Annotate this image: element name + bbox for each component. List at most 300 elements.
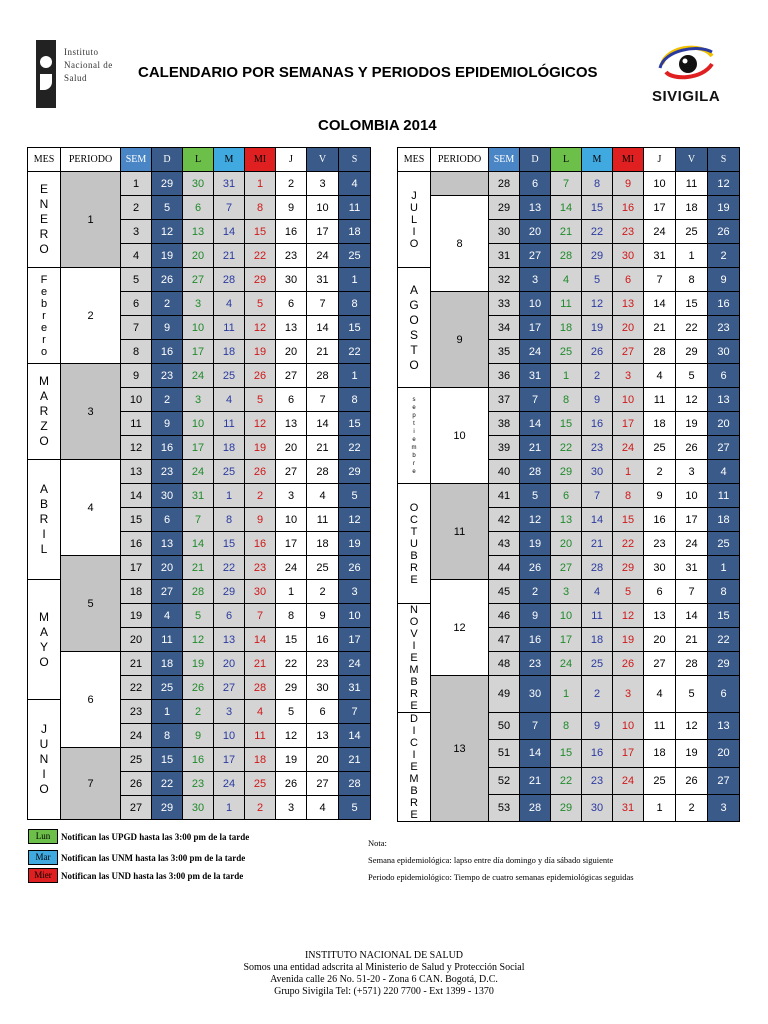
day-j: 19 (276, 748, 307, 772)
day-m: 28 (214, 268, 245, 292)
day-d: 2 (152, 388, 183, 412)
day-s: 23 (708, 316, 740, 340)
day-d: 16 (520, 628, 551, 652)
day-l: 13 (551, 508, 582, 532)
day-mi: 12 (245, 412, 276, 436)
day-l: 1 (551, 364, 582, 388)
day-l: 24 (183, 460, 214, 484)
day-v: 28 (307, 460, 339, 484)
period-label: 10 (431, 388, 489, 484)
week-number: 36 (489, 364, 520, 388)
day-v: 18 (676, 196, 708, 220)
day-s: 12 (339, 508, 371, 532)
day-s: 1 (708, 556, 740, 580)
day-v: 22 (676, 316, 708, 340)
day-s: 11 (339, 196, 371, 220)
day-d: 12 (520, 508, 551, 532)
note-title: Nota: (368, 838, 387, 848)
day-s: 19 (339, 532, 371, 556)
day-m: 4 (582, 580, 613, 604)
day-j: 29 (276, 676, 307, 700)
day-v: 17 (307, 220, 339, 244)
day-j: 3 (276, 796, 307, 820)
day-v: 7 (307, 292, 339, 316)
day-mi: 12 (613, 604, 644, 628)
day-m: 12 (582, 292, 613, 316)
day-d: 9 (520, 604, 551, 628)
day-m: 11 (582, 604, 613, 628)
day-s: 20 (708, 740, 740, 767)
day-l: 25 (551, 340, 582, 364)
day-d: 12 (152, 220, 183, 244)
day-v: 20 (307, 748, 339, 772)
legend-text-mar: Notifican las UNM hasta las 3:00 pm de la tarde (61, 852, 246, 863)
day-v: 14 (307, 316, 339, 340)
day-mi: 30 (613, 244, 644, 268)
day-v: 2 (307, 580, 339, 604)
day-l: 26 (183, 676, 214, 700)
day-d: 13 (152, 532, 183, 556)
day-j: 20 (276, 340, 307, 364)
day-s: 27 (708, 767, 740, 794)
day-m: 10 (214, 724, 245, 748)
day-m: 4 (214, 292, 245, 316)
day-s: 14 (339, 724, 371, 748)
day-j: 16 (276, 220, 307, 244)
week-number: 25 (121, 748, 152, 772)
day-s: 31 (339, 676, 371, 700)
day-l: 30 (183, 172, 214, 196)
day-v: 7 (307, 388, 339, 412)
week-number: 22 (121, 676, 152, 700)
day-v: 13 (307, 724, 339, 748)
day-d: 31 (520, 364, 551, 388)
day-l: 22 (551, 436, 582, 460)
day-s: 22 (339, 340, 371, 364)
day-l: 17 (551, 628, 582, 652)
day-mi: 2 (245, 484, 276, 508)
week-number: 23 (121, 700, 152, 724)
day-s: 26 (339, 556, 371, 580)
month-label: N O V I E M B R E (398, 604, 431, 713)
day-s: 19 (708, 196, 740, 220)
day-mi: 24 (613, 767, 644, 794)
week-number: 12 (121, 436, 152, 460)
day-v: 21 (307, 340, 339, 364)
day-m: 2 (582, 364, 613, 388)
day-m: 3 (214, 700, 245, 724)
day-j: 6 (276, 388, 307, 412)
calendar-table-right (397, 147, 740, 822)
period-label (431, 172, 489, 196)
day-m: 18 (214, 436, 245, 460)
day-l: 10 (551, 604, 582, 628)
sivigila-eye-icon (658, 42, 716, 82)
day-s: 6 (708, 364, 740, 388)
day-d: 19 (152, 244, 183, 268)
table-row (28, 460, 371, 484)
day-mi: 26 (245, 364, 276, 388)
day-s: 29 (708, 652, 740, 676)
legend-tag-lun: Lun (28, 829, 58, 844)
day-mi: 9 (245, 508, 276, 532)
day-mi: 8 (613, 484, 644, 508)
day-j: 9 (644, 484, 676, 508)
day-m: 1 (214, 796, 245, 820)
day-d: 30 (152, 484, 183, 508)
day-s: 11 (708, 484, 740, 508)
day-m: 26 (582, 340, 613, 364)
day-m: 27 (214, 676, 245, 700)
week-number: 41 (489, 484, 520, 508)
day-d: 24 (520, 340, 551, 364)
month-label: s e p t i e m b r e (398, 388, 431, 484)
week-number: 17 (121, 556, 152, 580)
day-l: 5 (183, 604, 214, 628)
month-label: A B R I L (28, 460, 61, 580)
day-s: 25 (339, 244, 371, 268)
day-mi: 5 (245, 292, 276, 316)
day-l: 17 (183, 340, 214, 364)
day-j: 9 (276, 196, 307, 220)
day-d: 14 (520, 412, 551, 436)
day-j: 6 (276, 292, 307, 316)
day-m: 29 (582, 244, 613, 268)
day-v: 7 (676, 580, 708, 604)
day-j: 14 (644, 292, 676, 316)
day-d: 7 (520, 388, 551, 412)
period-label: 5 (61, 556, 121, 652)
day-j: 28 (644, 340, 676, 364)
day-mi: 31 (613, 794, 644, 821)
day-s: 2 (708, 244, 740, 268)
day-v: 28 (676, 652, 708, 676)
day-v: 21 (307, 436, 339, 460)
day-l: 3 (183, 388, 214, 412)
day-mi: 16 (613, 196, 644, 220)
week-number: 7 (121, 316, 152, 340)
day-l: 19 (183, 652, 214, 676)
period-label: 9 (431, 292, 489, 388)
day-d: 22 (152, 772, 183, 796)
col-header-d: D (152, 148, 183, 172)
day-mi: 17 (613, 412, 644, 436)
day-l: 10 (183, 316, 214, 340)
day-mi: 2 (245, 796, 276, 820)
table-row (398, 172, 740, 196)
day-d: 9 (152, 412, 183, 436)
day-l: 9 (183, 724, 214, 748)
week-number: 8 (121, 340, 152, 364)
day-m: 2 (582, 676, 613, 713)
day-s: 21 (339, 748, 371, 772)
day-l: 8 (551, 388, 582, 412)
day-l: 15 (551, 740, 582, 767)
legend-tag-mier: Mier (28, 868, 58, 883)
day-j: 31 (644, 244, 676, 268)
day-m: 14 (582, 508, 613, 532)
day-mi: 23 (245, 556, 276, 580)
day-s: 5 (339, 484, 371, 508)
day-j: 3 (276, 484, 307, 508)
day-m: 23 (582, 767, 613, 794)
day-j: 23 (276, 244, 307, 268)
day-mi: 3 (613, 364, 644, 388)
day-l: 15 (551, 412, 582, 436)
table-row (398, 484, 740, 508)
day-v: 10 (307, 196, 339, 220)
day-d: 29 (152, 796, 183, 820)
day-s: 15 (708, 604, 740, 628)
day-l: 1 (551, 676, 582, 713)
week-number: 46 (489, 604, 520, 628)
day-m: 29 (214, 580, 245, 604)
week-number: 18 (121, 580, 152, 604)
day-m: 24 (214, 772, 245, 796)
day-j: 30 (644, 556, 676, 580)
day-m: 31 (214, 172, 245, 196)
day-l: 10 (183, 412, 214, 436)
day-mi: 13 (613, 292, 644, 316)
day-m: 25 (214, 460, 245, 484)
day-mi: 29 (613, 556, 644, 580)
day-v: 12 (676, 388, 708, 412)
week-number: 30 (489, 220, 520, 244)
day-d: 8 (152, 724, 183, 748)
day-mi: 26 (245, 460, 276, 484)
day-d: 26 (520, 556, 551, 580)
day-v: 5 (676, 364, 708, 388)
ins-logo (36, 40, 126, 112)
day-v: 6 (307, 700, 339, 724)
ins-logo-line-2: Nacional de (64, 60, 113, 70)
day-mi: 24 (613, 436, 644, 460)
day-mi: 25 (245, 772, 276, 796)
day-j: 13 (276, 412, 307, 436)
month-label: M A Y O (28, 580, 61, 700)
period-label: 4 (61, 460, 121, 556)
table-row (28, 652, 371, 676)
table-row (28, 364, 371, 388)
day-l: 3 (183, 292, 214, 316)
ins-logo-line-1: Instituto (64, 47, 99, 57)
day-j: 7 (644, 268, 676, 292)
day-mi: 29 (245, 268, 276, 292)
day-l: 27 (551, 556, 582, 580)
month-label: E N E R O (28, 172, 61, 268)
day-j: 10 (276, 508, 307, 532)
day-v: 9 (307, 604, 339, 628)
col-header-mes: MES (398, 148, 431, 172)
day-s: 22 (339, 436, 371, 460)
week-number: 31 (489, 244, 520, 268)
day-d: 28 (520, 460, 551, 484)
week-number: 4 (121, 244, 152, 268)
day-s: 13 (708, 713, 740, 740)
day-mi: 6 (613, 268, 644, 292)
day-m: 15 (582, 196, 613, 220)
day-m: 19 (582, 316, 613, 340)
day-d: 14 (520, 740, 551, 767)
day-l: 24 (551, 652, 582, 676)
day-d: 1 (152, 700, 183, 724)
day-j: 6 (644, 580, 676, 604)
day-v: 3 (307, 172, 339, 196)
day-l: 4 (551, 268, 582, 292)
day-m: 15 (214, 532, 245, 556)
col-header-l: L (551, 148, 582, 172)
day-m: 1 (214, 484, 245, 508)
day-l: 13 (183, 220, 214, 244)
week-number: 11 (121, 412, 152, 436)
week-number: 49 (489, 676, 520, 713)
week-number: 15 (121, 508, 152, 532)
table-row (28, 268, 371, 292)
day-v: 27 (307, 772, 339, 796)
day-l: 24 (183, 364, 214, 388)
day-mi: 10 (613, 713, 644, 740)
period-label: 8 (431, 196, 489, 292)
day-m: 30 (582, 794, 613, 821)
week-number: 19 (121, 604, 152, 628)
day-m: 13 (214, 628, 245, 652)
table-row (398, 676, 740, 713)
week-number: 21 (121, 652, 152, 676)
day-m: 8 (582, 172, 613, 196)
week-number: 20 (121, 628, 152, 652)
day-s: 9 (708, 268, 740, 292)
header-row (398, 148, 740, 172)
month-label: J U N I O (28, 700, 61, 820)
day-s: 3 (339, 580, 371, 604)
day-l: 11 (551, 292, 582, 316)
legend-text-mier: Notifican las UND hasta las 3:00 pm de la tarde (61, 870, 244, 881)
week-number: 6 (121, 292, 152, 316)
day-d: 27 (520, 244, 551, 268)
week-number: 45 (489, 580, 520, 604)
week-number: 47 (489, 628, 520, 652)
day-j: 18 (644, 740, 676, 767)
day-mi: 19 (613, 628, 644, 652)
day-mi: 19 (245, 436, 276, 460)
day-j: 16 (644, 508, 676, 532)
day-m: 9 (582, 713, 613, 740)
week-number: 32 (489, 268, 520, 292)
day-s: 12 (708, 172, 740, 196)
month-label: M A R Z O (28, 364, 61, 460)
day-mi: 12 (245, 316, 276, 340)
day-mi: 23 (613, 220, 644, 244)
day-j: 24 (644, 220, 676, 244)
day-v: 21 (676, 628, 708, 652)
day-j: 5 (276, 700, 307, 724)
day-d: 21 (520, 767, 551, 794)
day-s: 30 (708, 340, 740, 364)
day-l: 28 (183, 580, 214, 604)
col-header-l: L (183, 148, 214, 172)
day-d: 10 (520, 292, 551, 316)
col-header-m: M (214, 148, 245, 172)
day-m: 5 (582, 268, 613, 292)
day-v: 11 (307, 508, 339, 532)
day-l: 22 (551, 767, 582, 794)
day-s: 15 (339, 316, 371, 340)
day-v: 14 (676, 604, 708, 628)
month-label: D I C I E M B R E (398, 713, 431, 822)
day-s: 27 (708, 436, 740, 460)
day-l: 12 (183, 628, 214, 652)
legend-row-mar (28, 850, 245, 865)
day-s: 1 (339, 268, 371, 292)
week-number: 3 (121, 220, 152, 244)
day-v: 24 (676, 532, 708, 556)
week-number: 51 (489, 740, 520, 767)
day-d: 16 (152, 340, 183, 364)
day-m: 28 (582, 556, 613, 580)
day-mi: 18 (245, 748, 276, 772)
day-d: 7 (520, 713, 551, 740)
day-mi: 5 (245, 388, 276, 412)
table-row (398, 292, 740, 316)
week-number: 43 (489, 532, 520, 556)
legend-row-mier (28, 868, 243, 883)
table-row (398, 388, 740, 412)
day-m: 25 (582, 652, 613, 676)
day-v: 8 (676, 268, 708, 292)
day-s: 4 (708, 460, 740, 484)
day-m: 21 (214, 244, 245, 268)
day-v: 18 (307, 532, 339, 556)
day-m: 11 (214, 316, 245, 340)
day-j: 17 (644, 196, 676, 220)
day-m: 14 (214, 220, 245, 244)
day-v: 19 (676, 740, 708, 767)
footer-line-3: Avenida calle 26 No. 51-20 - Zona 6 CAN. Bogotá, D.C. (270, 974, 498, 985)
day-m: 17 (214, 748, 245, 772)
day-l: 29 (551, 460, 582, 484)
day-d: 6 (520, 172, 551, 196)
day-v: 31 (676, 556, 708, 580)
day-mi: 4 (245, 700, 276, 724)
day-d: 21 (520, 436, 551, 460)
day-m: 7 (214, 196, 245, 220)
day-d: 5 (520, 484, 551, 508)
day-d: 20 (152, 556, 183, 580)
day-l: 6 (551, 484, 582, 508)
day-l: 21 (183, 556, 214, 580)
week-number: 48 (489, 652, 520, 676)
col-header-j: J (644, 148, 676, 172)
day-m: 8 (214, 508, 245, 532)
day-l: 6 (183, 196, 214, 220)
day-v: 17 (676, 508, 708, 532)
day-v: 14 (307, 412, 339, 436)
note-line-2: Periodo epidemiológico: Tiempo de cuatro semanas epidemiológicas seguidas (368, 872, 634, 882)
day-mi: 21 (245, 652, 276, 676)
col-header-periodo: PERIODO (431, 148, 489, 172)
day-s: 4 (339, 172, 371, 196)
day-l: 14 (551, 196, 582, 220)
day-mi: 8 (245, 196, 276, 220)
note-line-1: Semana epidemiológica: lapso entre día domingo y día sábado siguiente (368, 855, 614, 865)
day-v: 25 (676, 220, 708, 244)
day-s: 13 (708, 388, 740, 412)
day-v: 15 (676, 292, 708, 316)
week-number: 33 (489, 292, 520, 316)
day-j: 13 (644, 604, 676, 628)
day-s: 18 (339, 220, 371, 244)
week-number: 28 (489, 172, 520, 196)
